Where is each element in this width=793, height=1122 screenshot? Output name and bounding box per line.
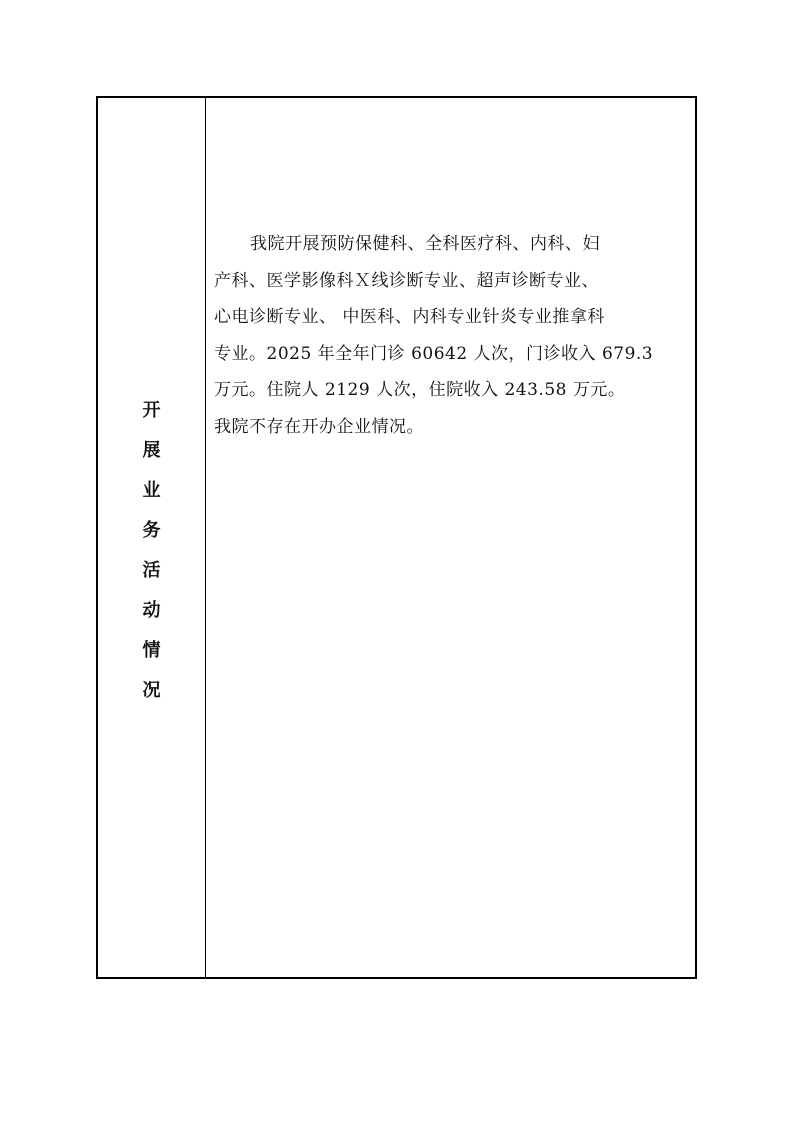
section-label-char: 动: [142, 600, 161, 621]
business-activities-table: [96, 96, 697, 979]
section-label-char: 开: [142, 400, 161, 421]
content-line: 心电诊断专业、 中医科、内科专业针炎专业推拿科: [214, 307, 605, 327]
section-label-char: 展: [142, 440, 161, 461]
section-label-char: 业: [142, 480, 161, 501]
section-label-cell: [98, 98, 206, 977]
content-line: 我院不存在开办企业情况。: [214, 416, 424, 437]
section-content-cell: [206, 98, 695, 977]
content-line: 专业。2025 年全年门诊 60642 人次，门诊收入 679.3: [214, 343, 654, 364]
section-label-char: 活: [142, 560, 161, 581]
section-label-char: 情: [142, 640, 161, 661]
section-label-char: 务: [142, 520, 161, 541]
content-line: 万元。住院人 2129 人次，住院收入 243.58 万元。: [214, 380, 626, 400]
content-line: 产科、医学影像科Ｘ线诊断专业、超声诊断专业、: [214, 270, 599, 291]
section-label-char: 况: [142, 680, 161, 701]
content-line: 我院开展预防保健科、全科医疗科、内科、妇: [250, 234, 600, 254]
section-label: [98, 391, 205, 711]
section-content-paragraph: [214, 226, 689, 445]
